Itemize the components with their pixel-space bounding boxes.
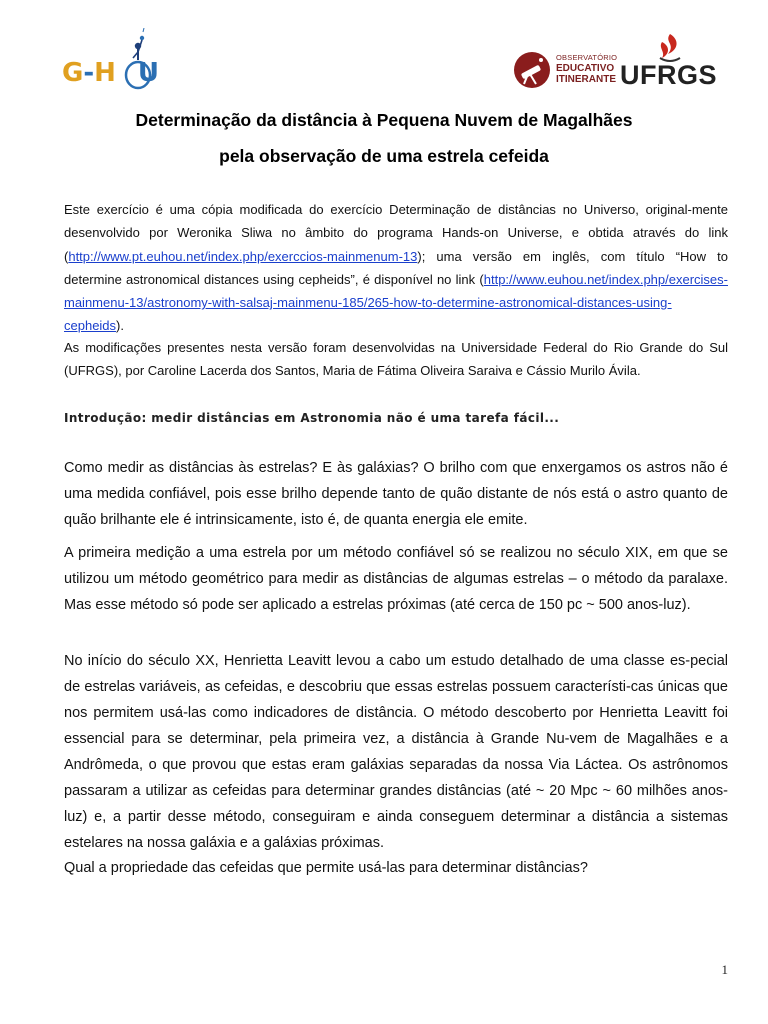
- section-heading: Introdução: medir distâncias em Astronomia não é uma tarefa fácil...: [64, 411, 560, 425]
- observatorio-line2: EDUCATIVO: [556, 63, 615, 74]
- intro-text-c: ).: [116, 318, 124, 334]
- intro-paragraph-2: As modificações presentes nesta versão foram desenvolvidas na Universidade Federal do Rio Grande do Sul (UFRGS), por Caroline Lacerda dos Santos, Maria de Fátima Oliveira Saraiva e Cássio Murilo Ávila.: [64, 340, 728, 379]
- intro-paragraph-1: [64, 198, 728, 338]
- document-title-line2: pela observação de uma estrela cefeida: [219, 146, 549, 166]
- document-title-line1: Determinação da distância à Pequena Nuvem de Magalhães: [135, 110, 633, 130]
- euhou-en-link[interactable]: http://www.euhou.net/index.php/exercises-mainmenu-13/astronomy-with-salsaj-mainmenu-185/265-how-to-determine-astronomical-distances-using-cepheids: [64, 271, 728, 334]
- intro-text-b: ); uma versão em inglês, com título “How to determine astronomical distances using cepheids”, é disponível no link (: [64, 248, 728, 287]
- euhou-pt-link[interactable]: http://www.pt.euhou.net/index.php/exerccios-mainmenum-13: [68, 248, 418, 264]
- ghou-logo: [62, 28, 180, 92]
- ufrgs-logo-text: UFRGS: [620, 60, 717, 90]
- ufrgs-logo: [620, 32, 730, 94]
- body-paragraph-1: Como medir as distâncias às estrelas? E às galáxias? O brilho com que enxergamos os astros não é uma medida confiável, pois esse brilho depende tanto de quão distante de nós está o astro quanto de quão brilhante ele é intrinsicamente, isto é, de quanta energia ele emite.: [64, 460, 728, 528]
- page-number: 1: [721, 962, 728, 977]
- body-paragraph-3: No início do século XX, Henrietta Leavitt levou a cabo um estudo detalhado de uma classe es-pecial de estrelas variáveis, as cefeidas, e descobriu que essas estrelas possuem característi-cas únicas que nos permitem usá-las como indicadores de distância. O método descoberto por Henrietta Leavitt foi essencial para se determinar, pela primeira vez, a distância à Grande Nu-vem de Magalhães e a Andrômeda, o que provou que estas eram galáxias separadas da nossa Via Láctea. Os astrônomos passaram a utilizar as cefeidas para determinar grandes distâncias (até ~ 20 Mpc ~ 60 milhões anos-luz) e, a partir desse método, conseguiram e ainda conseguem determinar a distância a sistemas estelares na nossa galáxia e a galáxias próximas.: [64, 653, 728, 851]
- ghou-logo-text: G-H U: [62, 58, 160, 88]
- intro-text-a: Este exercício é uma cópia modificada do exercício Determinação de distâncias no Universo, original-mente desenvolvido por Weronika Sliwa no âmbito do programa Hands-on Universe, e obtida através do link (: [64, 202, 728, 264]
- observatorio-logo-icon: [512, 50, 554, 92]
- observatorio-logo: [512, 50, 622, 94]
- observatorio-line1: OBSERVATÓRIO: [556, 53, 618, 62]
- observatorio-line3: ITINERANTE: [556, 74, 616, 85]
- body-question: Qual a propriedade das cefeidas que permite usá-las para determinar distâncias?: [64, 860, 588, 876]
- body-paragraph-2: A primeira medição a uma estrela por um método confiável só se realizou no século XIX, em que se utilizou um método geométrico para medir as distâncias de algumas estrelas – o método da paralaxe. Mas esse método só pode ser aplicado a estrelas próximas (até cerca de 150 pc ~ 500 anos-luz).: [64, 545, 728, 613]
